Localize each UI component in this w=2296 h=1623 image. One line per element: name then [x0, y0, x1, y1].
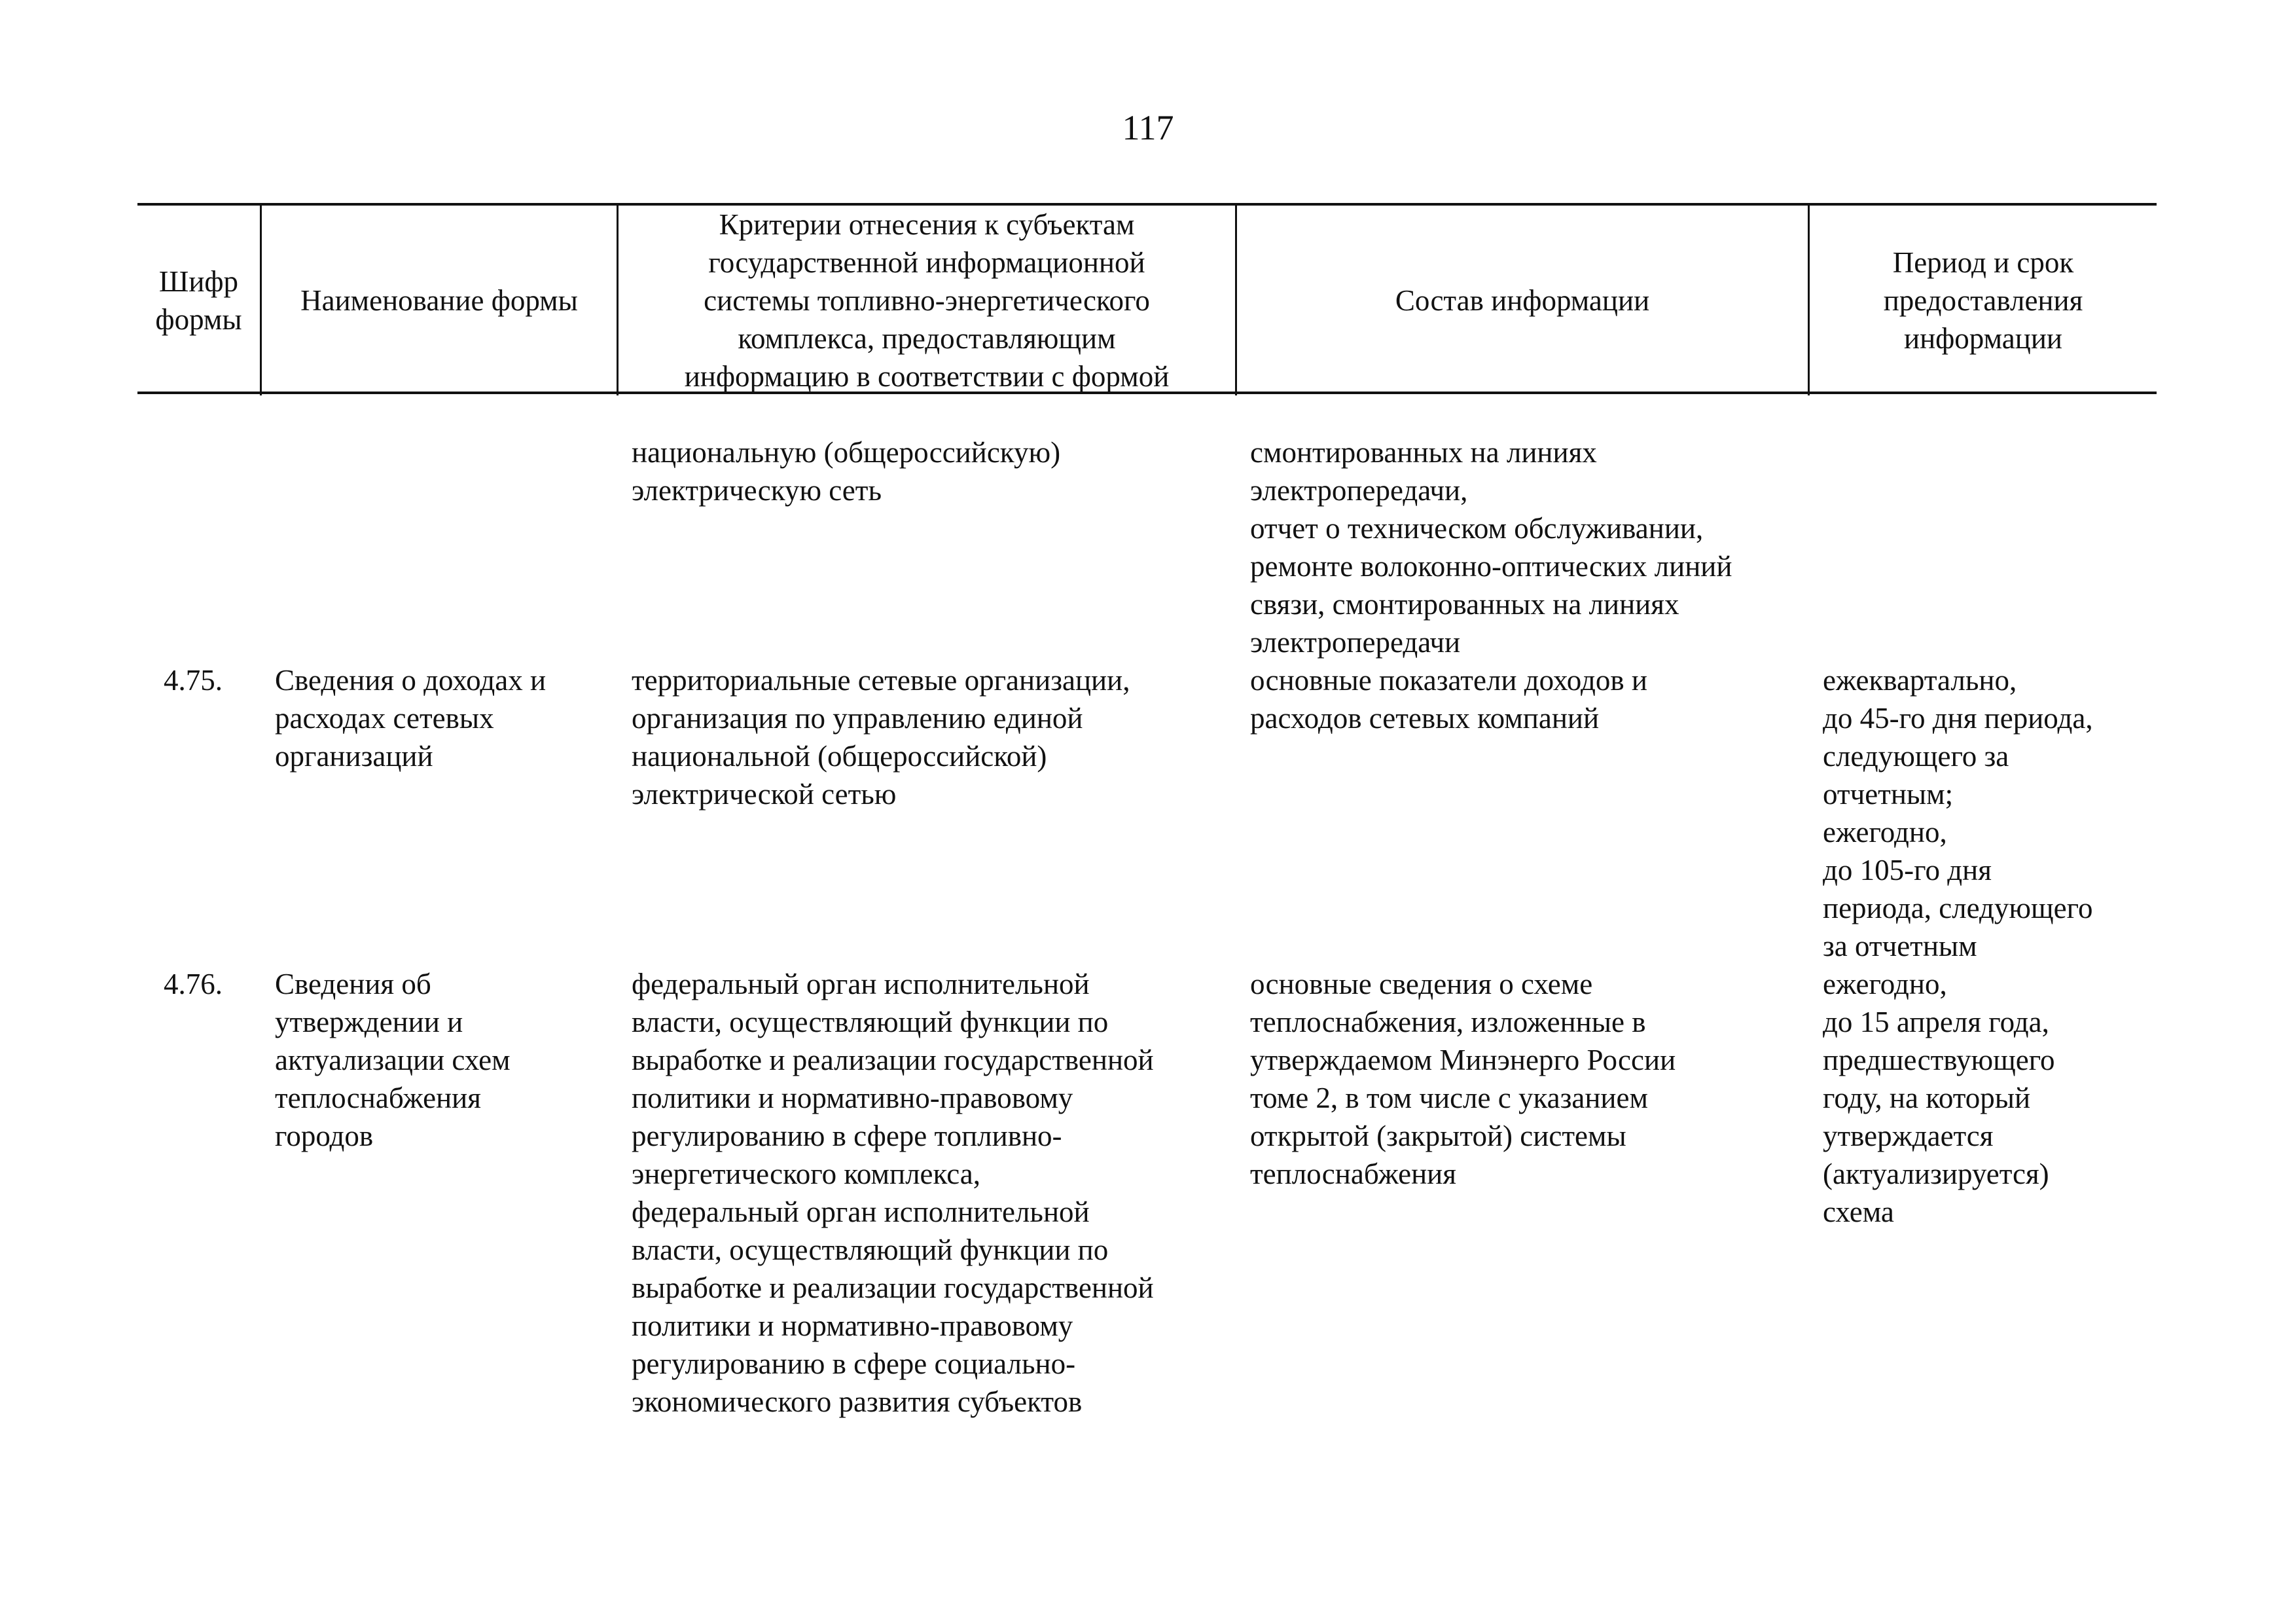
row-criteria: национальную (общероссийскую) электрическую сеть — [632, 436, 1061, 507]
row-content: смонтированных на линиях электропередачи, отчет о техническом обслуживании, ремонте волоконно-оптических линий связи, смонтированных на линиях электропередачи — [1250, 436, 1732, 659]
table-header — [137, 203, 2157, 394]
row-code: 4.75. — [164, 664, 223, 697]
row-content: основные показатели доходов и расходов сетевых компаний — [1250, 664, 1647, 735]
row-code — [137, 433, 262, 661]
header-code: Шифр формы — [137, 206, 262, 395]
row-content: основные сведения о схеме теплоснабжения, изложенные в утверждаемом Минэнерго России томе 2, в том числе с указанием открытой (закрытой) системы теплоснабжения — [1250, 968, 1676, 1190]
header-criteria: Критерии отнесения к субъектам государственной информационной системы топливно-энергетического комплекса, предоставляющим информацию в соответствии с формой — [619, 206, 1237, 395]
row-code: 4.76. — [164, 968, 223, 1000]
forms-table — [137, 203, 2157, 1421]
row-period: ежегодно, до 15 апреля года, предшествующего году, на который утверждается (актуализируется) схема — [1823, 968, 2055, 1228]
row-period: ежеквартально, до 45-го дня периода, следующего за отчетным; ежегодно, до 105-го дня периода, следующего за отчетным — [1823, 664, 2093, 962]
table-row — [137, 433, 2157, 661]
row-criteria: территориальные сетевые организации, организация по управлению единой национальной (общероссийской) электрической сетью — [632, 664, 1130, 811]
row-name: Сведения о доходах и расходах сетевых организаций — [275, 664, 547, 773]
header-period: Период и срок предоставления информации — [1883, 246, 2083, 355]
table-row — [137, 661, 2157, 965]
row-criteria: федеральный орган исполнительной власти, осуществляющий функции по выработке и реализации государственной политики и нормативно-правовому регулированию в сфере топливно- энергетического комплекса, федеральный орган исполнительной власти, осуществляющий функции по выработке и реализации государственной политики и нормативно-правовому регулированию в сфере социально- экономического развития субъектов — [632, 968, 1154, 1418]
header-content: Состав информации — [1237, 206, 1810, 395]
row-period — [1810, 433, 2157, 661]
row-name: Сведения об утверждении и актуализации схем теплоснабжения городов — [275, 968, 511, 1152]
header-name: Наименование формы — [262, 206, 619, 395]
page-number: 117 — [1122, 108, 1174, 147]
table-row — [137, 965, 2157, 1421]
row-name — [262, 433, 619, 661]
